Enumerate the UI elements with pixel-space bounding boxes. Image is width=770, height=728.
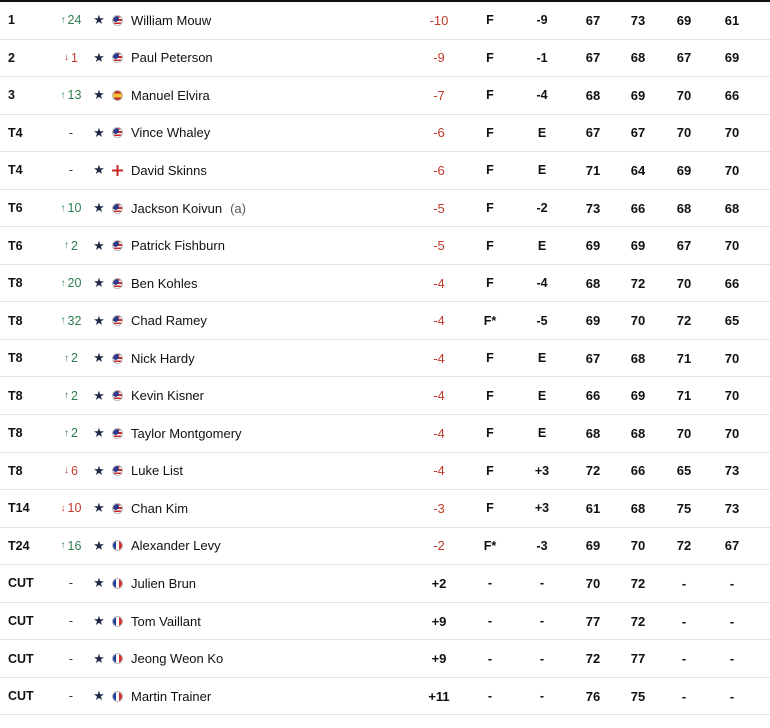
today-score: -5 (536, 313, 548, 328)
star-icon[interactable]: ★ (93, 688, 105, 704)
total-to-par: -3 (433, 500, 445, 516)
today-score: E (537, 238, 547, 253)
total-to-par: -7 (433, 87, 445, 103)
total-to-par: -10 (429, 12, 449, 28)
round-4-score: 65 (724, 313, 740, 329)
thru: F* (483, 313, 497, 328)
leaderboard-row[interactable] (0, 190, 770, 228)
round-1-score: 69 (585, 538, 601, 554)
thru: F (486, 463, 494, 478)
position: T8 (8, 313, 23, 328)
round-4-score: 67 (724, 538, 740, 554)
country-flag-icon (111, 152, 124, 189)
position-movement (56, 528, 86, 565)
player-name-text: Luke List (131, 463, 184, 479)
total-to-par: +9 (431, 651, 447, 667)
leaderboard-row[interactable] (0, 227, 770, 265)
position-movement (56, 340, 86, 377)
movement-value: 2 (71, 426, 78, 441)
round-2-score: 70 (630, 313, 646, 329)
today-score: E (537, 125, 547, 140)
arrow-up-icon: ↑ (64, 240, 70, 252)
thru: F (486, 163, 494, 178)
movement-value: 6 (71, 463, 78, 478)
total-to-par: +11 (428, 688, 450, 704)
amateur-badge: (a) (230, 200, 246, 216)
leaderboard-row[interactable] (0, 115, 770, 153)
arrow-up-icon: ↑ (60, 202, 66, 214)
today-score: -9 (536, 13, 548, 28)
round-1-score: 69 (585, 313, 601, 329)
arrow-up-icon: ↑ (64, 390, 70, 402)
player-name-text: Jeong Weon Ko (131, 651, 224, 667)
country-flag-icon (111, 77, 124, 114)
player-name-text: Ben Kohles (131, 275, 198, 291)
round-3-score: 70 (676, 87, 692, 103)
round-4-score: 73 (724, 463, 740, 479)
round-1-score: 67 (585, 12, 601, 28)
country-flag-icon (111, 2, 124, 39)
position-movement (56, 265, 86, 302)
position-movement (56, 77, 86, 114)
today-score: -3 (536, 538, 548, 553)
country-flag-icon (111, 377, 124, 414)
round-2-score: 67 (630, 125, 646, 141)
round-1-score: 73 (585, 200, 601, 216)
country-flag-icon (111, 640, 124, 677)
round-4-score: 61 (724, 12, 740, 28)
round-2-score: 68 (630, 350, 646, 366)
player-name-text: Chad Ramey (131, 313, 207, 329)
player-name-text: Kevin Kisner (131, 388, 204, 404)
player-name[interactable] (131, 603, 391, 640)
thru: F* (483, 538, 497, 553)
star-icon[interactable]: ★ (93, 613, 105, 629)
total-to-par: -6 (433, 125, 445, 141)
movement-value: - (68, 689, 74, 704)
round-2-score: 68 (630, 500, 646, 516)
player-name-text: Jackson Koivun (131, 200, 223, 216)
country-flag-icon (111, 115, 124, 152)
round-2-score: 69 (630, 87, 646, 103)
total-to-par: -4 (433, 463, 445, 479)
arrow-down-icon: ↓ (64, 52, 70, 64)
player-name-text: David Skinns (131, 162, 207, 178)
player-name[interactable] (131, 678, 391, 715)
player-name[interactable] (131, 40, 391, 77)
player-name[interactable] (131, 528, 391, 565)
thru: F (486, 276, 494, 291)
round-1-score: 67 (585, 125, 601, 141)
leaderboard-row[interactable] (0, 265, 770, 303)
star-icon[interactable]: ★ (93, 12, 105, 28)
player-name-text: William Mouw (131, 12, 212, 28)
total-to-par: -5 (433, 200, 445, 216)
star-icon[interactable]: ★ (93, 200, 105, 215)
round-4-score: 66 (724, 275, 740, 291)
arrow-up-icon: ↑ (60, 540, 66, 552)
movement-value: - (68, 651, 74, 666)
movement-value: 2 (71, 351, 78, 366)
country-flag-icon (111, 415, 124, 452)
thru: F (486, 88, 494, 103)
round-3-score: - (681, 651, 687, 667)
country-flag-icon (111, 227, 124, 264)
player-name[interactable] (131, 115, 391, 152)
position: T4 (8, 163, 23, 178)
movement-value: 10 (67, 501, 82, 516)
movement-value: 16 (67, 538, 82, 553)
movement-value: - (68, 125, 74, 140)
country-flag-icon (111, 603, 124, 640)
position-movement (56, 302, 86, 339)
today-score: - (539, 576, 545, 591)
round-1-score: 71 (585, 162, 601, 178)
player-name-text: Chan Kim (131, 500, 189, 516)
today-score: -4 (536, 88, 548, 103)
star-icon[interactable]: ★ (93, 387, 105, 403)
round-4-score: 70 (724, 125, 740, 141)
leaderboard-row[interactable] (0, 415, 770, 453)
round-1-score: 68 (585, 275, 601, 291)
today-score: E (537, 351, 547, 366)
player-name[interactable] (131, 227, 391, 264)
player-name[interactable] (131, 453, 391, 490)
country-flag-icon (111, 340, 124, 377)
leaderboard-row[interactable] (0, 302, 770, 340)
player-name-text: Nick Hardy (131, 350, 195, 366)
round-1-score: 72 (585, 463, 601, 479)
total-to-par: -4 (433, 313, 445, 329)
today-score: E (537, 426, 547, 441)
thru: - (487, 614, 493, 629)
star-icon[interactable]: ★ (93, 312, 105, 328)
total-to-par: -4 (433, 350, 445, 366)
round-3-score: 72 (676, 313, 692, 329)
position-movement (56, 152, 86, 189)
today-score: -1 (536, 50, 548, 65)
player-name-text: Taylor Montgomery (131, 425, 242, 441)
round-2-score: 69 (630, 238, 646, 254)
round-1-score: 61 (585, 500, 601, 516)
position: T24 (8, 538, 30, 553)
player-name-text: Paul Peterson (131, 50, 213, 66)
position: 3 (8, 88, 15, 103)
round-3-score: 70 (676, 125, 692, 141)
position-movement (56, 603, 86, 640)
country-flag-icon (111, 190, 124, 227)
round-4-score: 70 (724, 350, 740, 366)
position-movement (56, 640, 86, 677)
thru: F (486, 351, 494, 366)
round-3-score: 71 (676, 350, 692, 366)
player-name[interactable] (131, 302, 391, 339)
round-4-score: - (729, 613, 735, 629)
round-3-score: - (681, 688, 687, 704)
today-score: E (537, 163, 547, 178)
round-3-score: 65 (676, 463, 692, 479)
position: CUT (8, 651, 34, 666)
player-name-text: Vince Whaley (131, 125, 211, 141)
round-3-score: 71 (676, 388, 692, 404)
round-3-score: 69 (676, 162, 692, 178)
movement-value: 1 (71, 50, 78, 65)
player-name[interactable] (131, 565, 391, 602)
position: T8 (8, 426, 23, 441)
country-flag-icon (111, 528, 124, 565)
thru: F (486, 238, 494, 253)
player-name-text: Patrick Fishburn (131, 238, 225, 254)
arrow-up-icon: ↑ (60, 277, 66, 289)
position-movement (56, 453, 86, 490)
movement-value: 13 (67, 88, 82, 103)
leaderboard-row[interactable] (0, 640, 770, 678)
leaderboard-row[interactable] (0, 528, 770, 566)
leaderboard-row[interactable] (0, 340, 770, 378)
leaderboard-row[interactable] (0, 152, 770, 190)
player-name[interactable] (131, 190, 391, 227)
position: T4 (8, 125, 23, 140)
movement-value: 2 (71, 388, 78, 403)
player-name[interactable] (131, 490, 391, 527)
thru: - (487, 576, 493, 591)
today-score: - (539, 614, 545, 629)
position: CUT (8, 614, 34, 629)
player-name[interactable] (131, 77, 391, 114)
star-icon[interactable]: ★ (93, 124, 105, 140)
position-movement (56, 490, 86, 527)
arrow-up-icon: ↑ (60, 89, 66, 101)
position: T14 (8, 501, 30, 516)
round-4-score: 73 (724, 500, 740, 516)
position-movement (56, 227, 86, 264)
movement-value: 2 (71, 238, 78, 253)
total-to-par: +9 (431, 613, 447, 629)
movement-value: 24 (67, 13, 82, 28)
player-name[interactable] (131, 265, 391, 302)
star-icon[interactable]: ★ (93, 425, 105, 441)
round-3-score: 70 (676, 425, 692, 441)
round-1-score: 76 (585, 688, 601, 704)
round-4-score: 68 (724, 200, 740, 216)
position-movement (56, 40, 86, 77)
thru: F (486, 125, 494, 140)
today-score: -2 (536, 201, 548, 215)
player-name-text: Alexander Levy (131, 538, 221, 554)
position: T8 (8, 388, 23, 403)
country-flag-icon (111, 302, 124, 339)
round-1-score: 68 (585, 87, 601, 103)
star-icon[interactable]: ★ (93, 237, 105, 253)
position: 1 (8, 13, 15, 28)
position-movement (56, 415, 86, 452)
round-2-score: 75 (630, 688, 646, 704)
position: T6 (8, 238, 23, 253)
position-movement (56, 190, 86, 227)
round-2-score: 66 (630, 200, 646, 216)
total-to-par: +2 (431, 575, 447, 591)
player-name[interactable] (131, 377, 391, 414)
position: T8 (8, 351, 23, 366)
leaderboard-row[interactable] (0, 40, 770, 78)
star-icon[interactable]: ★ (93, 650, 105, 666)
round-4-score: 70 (724, 425, 740, 441)
movement-value: - (68, 576, 74, 591)
country-flag-icon (111, 265, 124, 302)
leaderboard-row[interactable] (0, 453, 770, 491)
round-4-score: - (729, 575, 735, 591)
leaderboard-row[interactable] (0, 490, 770, 528)
round-3-score: 72 (676, 538, 692, 554)
thru: F (486, 388, 494, 403)
movement-value: - (68, 163, 74, 178)
position-movement (56, 2, 86, 39)
today-score: +3 (534, 463, 550, 478)
star-icon[interactable]: ★ (93, 500, 105, 516)
player-name-text: Manuel Elvira (131, 87, 210, 103)
total-to-par: -9 (433, 50, 445, 66)
player-name-text: Tom Vaillant (131, 613, 201, 629)
round-4-score: 69 (724, 50, 740, 66)
round-2-score: 72 (630, 575, 646, 591)
star-icon[interactable]: ★ (93, 162, 105, 178)
total-to-par: -2 (433, 538, 445, 554)
round-3-score: 69 (676, 12, 692, 28)
today-score: E (537, 388, 547, 403)
star-icon[interactable]: ★ (93, 49, 105, 65)
thru: F (486, 426, 494, 441)
leaderboard-row[interactable] (0, 678, 770, 716)
player-name[interactable] (131, 640, 391, 677)
round-3-score: - (681, 613, 687, 629)
thru: F (486, 13, 494, 28)
player-name[interactable] (131, 340, 391, 377)
round-1-score: 77 (585, 613, 601, 629)
round-4-score: 70 (724, 238, 740, 254)
total-to-par: -6 (433, 162, 445, 178)
position: CUT (8, 689, 34, 704)
movement-value: - (68, 614, 74, 629)
position-movement (56, 565, 86, 602)
arrow-up-icon: ↑ (64, 352, 70, 364)
position: CUT (8, 576, 34, 591)
today-score: - (539, 651, 545, 666)
round-1-score: 66 (585, 388, 601, 404)
round-2-score: 72 (630, 613, 646, 629)
arrow-up-icon: ↑ (64, 427, 70, 439)
thru: - (487, 689, 493, 704)
leaderboard-row[interactable] (0, 565, 770, 603)
round-2-score: 69 (630, 388, 646, 404)
today-score: +3 (534, 501, 550, 516)
star-icon[interactable]: ★ (93, 350, 105, 366)
total-to-par: -4 (433, 388, 445, 404)
player-name[interactable] (131, 415, 391, 452)
country-flag-icon (111, 453, 124, 490)
position-movement (56, 678, 86, 715)
total-to-par: -5 (433, 238, 445, 254)
round-3-score: 70 (676, 275, 692, 291)
thru: F (486, 201, 494, 215)
round-2-score: 68 (630, 50, 646, 66)
total-to-par: -4 (433, 425, 445, 441)
position-movement (56, 115, 86, 152)
round-2-score: 68 (630, 425, 646, 441)
round-1-score: 67 (585, 350, 601, 366)
leaderboard-row[interactable] (0, 603, 770, 641)
country-flag-icon (111, 565, 124, 602)
round-4-score: 70 (724, 162, 740, 178)
star-icon[interactable]: ★ (93, 575, 105, 591)
leaderboard-row[interactable] (0, 377, 770, 415)
round-2-score: 64 (630, 162, 646, 178)
position: 2 (8, 50, 15, 65)
today-score: - (539, 689, 545, 704)
player-name-text: Julien Brun (131, 575, 197, 591)
round-3-score: 67 (676, 50, 692, 66)
thru: F (486, 501, 494, 516)
round-1-score: 68 (585, 425, 601, 441)
position: T6 (8, 201, 23, 215)
round-1-score: 72 (585, 651, 601, 667)
total-to-par: -4 (433, 275, 445, 291)
country-flag-icon (111, 490, 124, 527)
movement-value: 32 (67, 313, 82, 328)
round-4-score: - (729, 688, 735, 704)
round-2-score: 70 (630, 538, 646, 554)
arrow-down-icon: ↓ (60, 502, 66, 514)
star-icon[interactable]: ★ (93, 462, 105, 478)
round-4-score: - (729, 651, 735, 667)
player-name-text: Martin Trainer (131, 688, 212, 704)
round-2-score: 73 (630, 12, 646, 28)
star-icon[interactable]: ★ (93, 537, 105, 553)
round-3-score: 68 (676, 200, 692, 216)
arrow-up-icon: ↑ (60, 14, 66, 26)
round-1-score: 67 (585, 50, 601, 66)
round-4-score: 66 (724, 87, 740, 103)
round-3-score: 67 (676, 238, 692, 254)
movement-value: 10 (67, 201, 82, 215)
country-flag-icon (111, 40, 124, 77)
round-1-score: 69 (585, 238, 601, 254)
round-3-score: 75 (676, 500, 692, 516)
today-score: -4 (536, 276, 548, 291)
round-2-score: 77 (630, 651, 646, 667)
star-icon[interactable]: ★ (93, 87, 105, 103)
position: T8 (8, 463, 23, 478)
star-icon[interactable]: ★ (93, 275, 105, 291)
thru: - (487, 651, 493, 666)
round-3-score: - (681, 575, 687, 591)
round-2-score: 66 (630, 463, 646, 479)
movement-value: 20 (67, 276, 82, 291)
leaderboard-row[interactable] (0, 2, 770, 40)
player-name[interactable] (131, 152, 391, 189)
round-4-score: 70 (724, 388, 740, 404)
arrow-up-icon: ↑ (60, 315, 66, 327)
position-movement (56, 377, 86, 414)
position: T8 (8, 276, 23, 291)
country-flag-icon (111, 678, 124, 715)
thru: F (486, 50, 494, 65)
player-name[interactable] (131, 2, 391, 39)
round-2-score: 72 (630, 275, 646, 291)
arrow-down-icon: ↓ (64, 465, 70, 477)
round-1-score: 70 (585, 575, 601, 591)
leaderboard-row[interactable] (0, 77, 770, 115)
